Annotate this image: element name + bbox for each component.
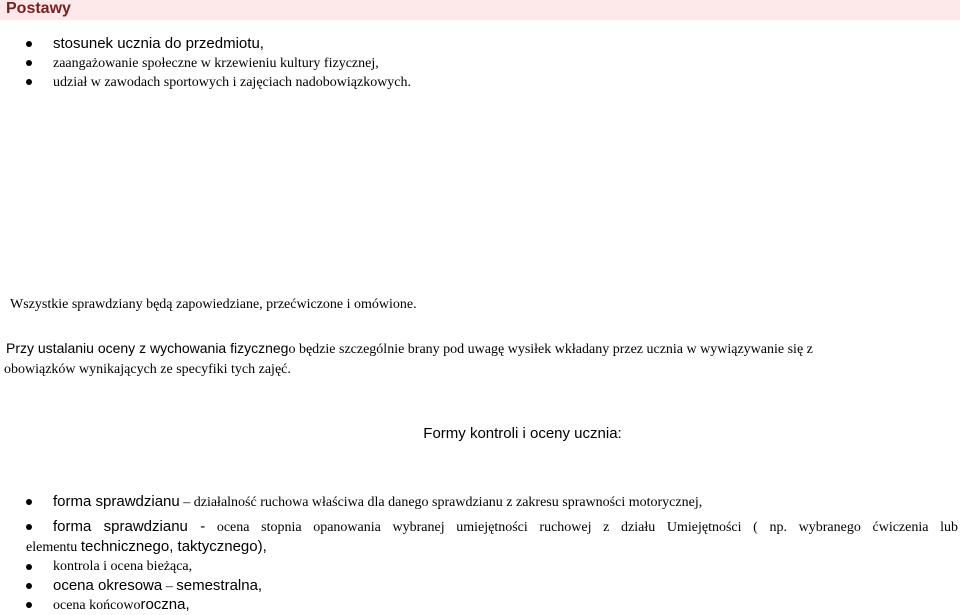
bullet-icon [26,583,32,589]
item-desc: semestralna, [176,577,263,594]
list-item-text: zaangażowanie społeczne w krzewieniu kultury fizycznej, [53,56,379,71]
item-label: ocena okresowa [53,577,163,594]
bullet-icon [26,524,32,530]
list-item [53,595,958,614]
bullet-icon [26,79,32,85]
postawy-list [53,34,411,91]
paragraph-sprawdziany: Wszystkie sprawdziany będą zapowiedziane, przećwiczone i omówione. [10,297,417,312]
item-desc-cont: elementu [26,540,81,555]
paragraph-rest: o będzie szczególnie brany pod uwagę wysiłek wkładany przez ucznia w wywiązywanie się z [288,342,813,357]
item-sep: – [162,579,177,594]
paragraph-line2: obowiązków wynikających ze specyfiki tych zajęć. [4,362,291,377]
list-item [53,72,411,91]
bullet-icon [26,602,32,608]
list-item [53,557,958,576]
item-label: forma sprawdzianu [53,493,180,510]
list-item-text: stosunek ucznia do przedmiotu, [53,35,264,52]
bullet-icon [26,564,32,570]
list-item [53,53,411,72]
item-desc: ocena stopnia opanowania wybranej umiejętności ruchowej z działu Umiejętności ( np. wybranego ćwiczenia lub [205,520,958,535]
list-item [26,517,958,557]
list-item [53,492,958,517]
list-item [53,576,958,595]
list-item-text: udział w zawodach sportowych i zajęciach nadobowiązkowych. [53,75,412,90]
item-label: ocena końcowo [53,598,141,613]
paragraph-ocena [6,338,956,380]
bullet-icon [26,60,32,66]
section-heading [0,0,960,20]
section-title: Postawy [6,0,71,17]
list-item-text: kontrola i ocena bieżąca, [53,559,193,574]
bullet-icon [26,41,32,47]
item-desc: roczna, [140,596,190,613]
formy-list [26,492,958,614]
item-desc-tail: technicznego, taktycznego), [80,538,267,555]
formy-heading: Formy kontroli i oceny ucznia: [423,425,622,442]
paragraph-lead: Przy ustalaniu oceny z wychowania fizyczneg [6,340,289,356]
list-item [53,34,411,53]
bullet-icon [26,499,32,505]
item-desc: – działalność ruchowa właściwa dla danego sprawdzianu z zakresu sprawności motorycznej, [179,495,703,510]
item-label: forma sprawdzianu - [53,518,206,535]
